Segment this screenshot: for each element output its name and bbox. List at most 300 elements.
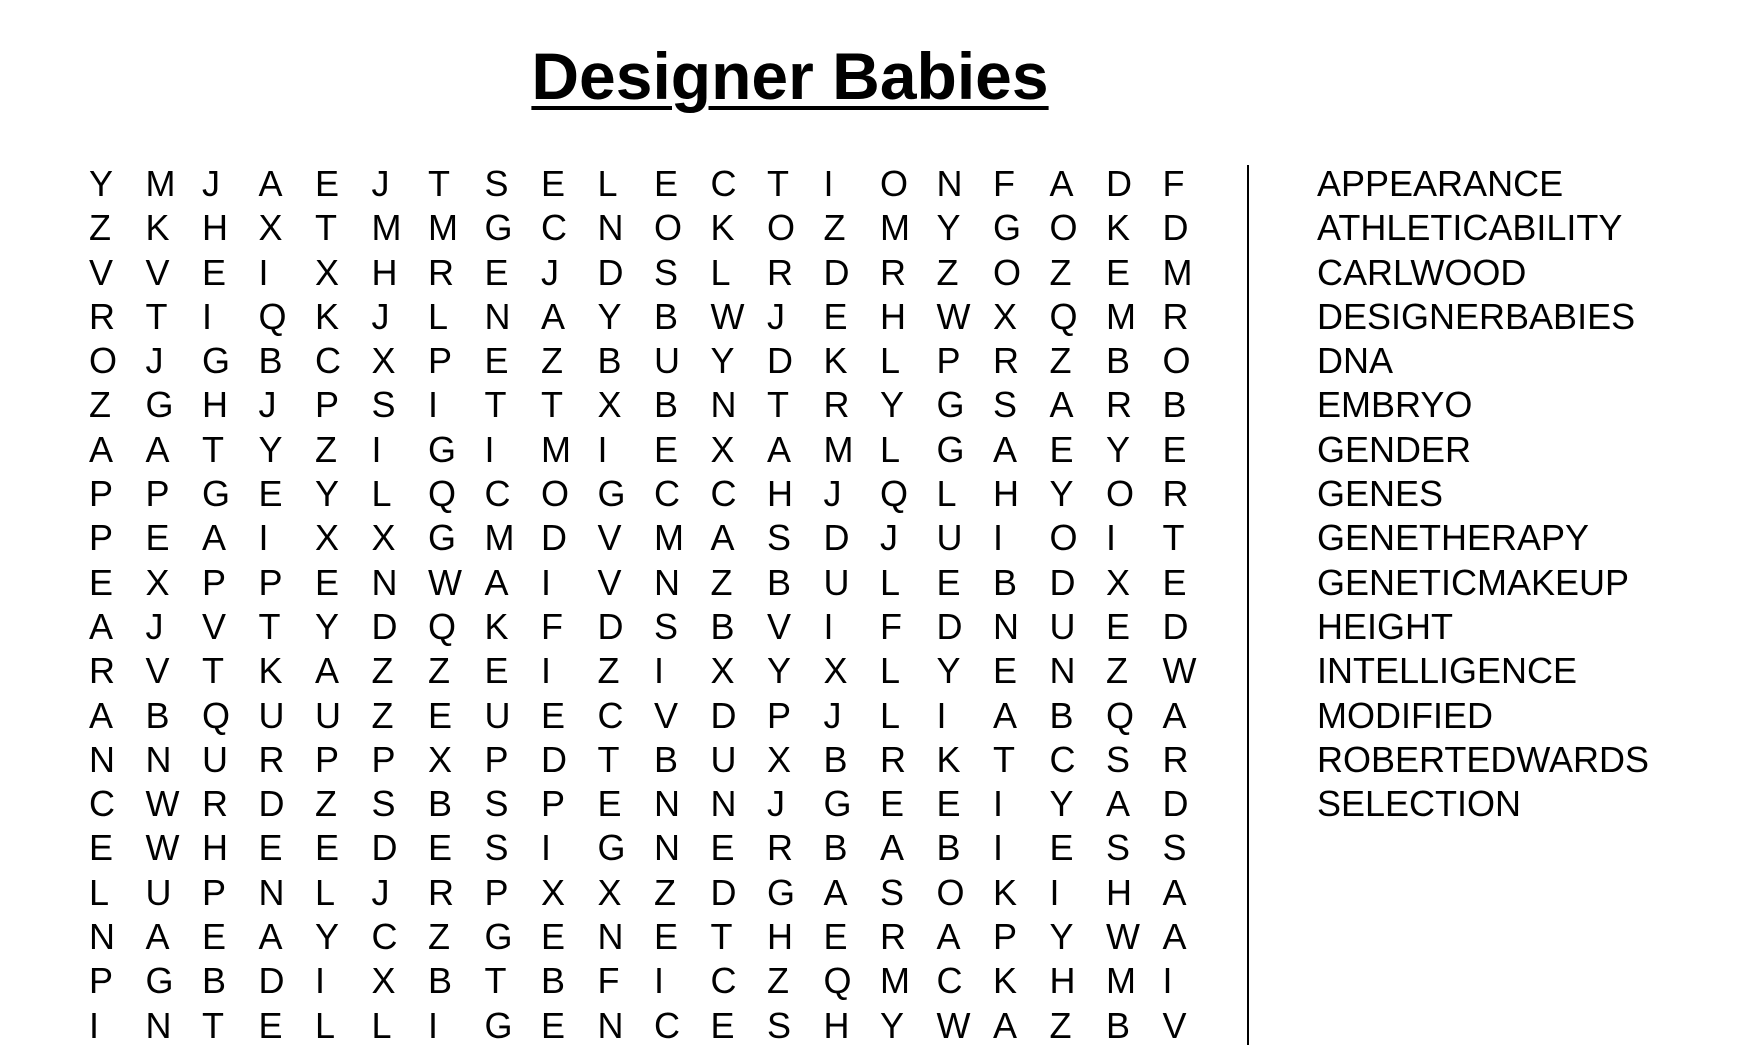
grid-letter: A: [484, 561, 509, 603]
grid-letter: A: [258, 916, 283, 958]
grid-letter: N: [936, 163, 963, 204]
grid-letter: T: [202, 428, 224, 470]
grid-letter: K: [823, 340, 848, 382]
grid-letter: U: [315, 694, 341, 736]
grid-letter: X: [371, 340, 396, 382]
grid-letter: Y: [880, 384, 905, 426]
grid-letter: L: [428, 295, 449, 337]
grid-letter: L: [880, 650, 901, 692]
grid-letter: H: [880, 295, 906, 337]
grid-letter: D: [767, 340, 793, 382]
grid-letter: D: [710, 871, 737, 913]
word-list-item: EMBRYO: [1317, 384, 1473, 426]
grid-row: [77, 162, 1207, 206]
grid-letter: I: [993, 783, 1004, 825]
grid-letter: W: [1162, 650, 1197, 692]
grid-letter: R: [428, 871, 454, 913]
grid-letter: F: [993, 163, 1015, 204]
grid-row: [77, 383, 1207, 427]
grid-letter: I: [371, 428, 382, 470]
grid-letter: G: [597, 827, 626, 869]
grid-letter: I: [428, 384, 439, 426]
grid-letter: G: [428, 517, 457, 559]
grid-letter: C: [936, 960, 963, 1002]
grid-letter: T: [1162, 517, 1185, 559]
grid-letter: V: [202, 605, 227, 647]
page-title: Designer Babies: [531, 39, 1049, 113]
word-list-item: INTELLIGENCE: [1317, 650, 1578, 692]
grid-letter: Y: [936, 650, 961, 692]
word-list-item: GENDER: [1317, 428, 1472, 470]
grid-letter: E: [654, 916, 679, 958]
grid-letter: R: [823, 384, 850, 426]
grid-letter: V: [145, 251, 170, 293]
grid-letter: M: [371, 207, 402, 249]
grid-letter: I: [993, 517, 1004, 559]
grid-letter: E: [258, 827, 283, 869]
grid-letter: X: [710, 428, 735, 470]
grid-letter: K: [710, 207, 735, 249]
grid-letter: H: [1049, 960, 1076, 1002]
grid-letter: X: [315, 517, 340, 559]
grid-letter: J: [371, 871, 390, 913]
grid-letter: I: [541, 650, 552, 692]
grid-letter: R: [428, 251, 454, 293]
grid-letter: A: [993, 694, 1018, 736]
grid-letter: H: [1106, 871, 1132, 913]
word-list-item: HEIGHT: [1317, 605, 1454, 647]
grid-letter: S: [654, 251, 679, 293]
grid-letter: H: [202, 827, 228, 869]
grid-letter: X: [371, 517, 396, 559]
grid-letter: N: [597, 916, 624, 958]
grid-letter: M: [1106, 960, 1136, 1002]
grid-letter: D: [541, 738, 567, 780]
grid-letter: B: [145, 694, 170, 736]
grid-letter: T: [428, 163, 450, 204]
word-list-item: ROBERTEDWARDS: [1317, 738, 1650, 780]
grid-letter: R: [880, 738, 906, 780]
grid-letter: X: [541, 871, 566, 913]
grid-letter: N: [89, 916, 115, 958]
grid-letter: T: [315, 207, 337, 249]
grid-letter: B: [993, 561, 1018, 603]
grid-letter: Z: [767, 960, 789, 1002]
grid-letter: I: [315, 960, 326, 1002]
grid-letter: N: [993, 605, 1019, 647]
grid-letter: T: [484, 960, 507, 1002]
grid-letter: B: [541, 960, 566, 1002]
grid-letter: O: [1106, 473, 1135, 515]
grid-letter: I: [541, 561, 552, 603]
grid-letter: Y: [936, 207, 961, 249]
grid-letter: O: [767, 207, 796, 249]
grid-letter: L: [880, 428, 901, 470]
grid-letter: R: [767, 251, 793, 293]
grid-letter: Z: [936, 251, 959, 293]
grid-letter: N: [597, 1004, 624, 1046]
grid-letter: D: [1106, 163, 1132, 204]
grid-letter: U: [1049, 605, 1076, 647]
grid-letter: Y: [1049, 916, 1074, 958]
grid-letter: R: [993, 340, 1019, 382]
grid-letter: G: [484, 1004, 513, 1046]
grid-letter: L: [936, 473, 957, 515]
grid-letter: L: [880, 561, 901, 603]
grid-letter: S: [1106, 738, 1131, 780]
grid-letter: I: [597, 428, 608, 470]
grid-letter: E: [1049, 827, 1074, 869]
grid-letter: K: [993, 960, 1018, 1002]
grid-letter: U: [823, 561, 850, 603]
grid-letter: R: [258, 738, 285, 780]
grid-letter: O: [1049, 517, 1078, 559]
grid-row: [77, 738, 1207, 782]
grid-row: [77, 915, 1207, 959]
grid-letter: J: [823, 694, 842, 736]
grid-letter: M: [484, 517, 515, 559]
grid-row: [77, 959, 1207, 1003]
grid-letter: A: [1162, 694, 1187, 736]
grid-letter: U: [202, 738, 228, 780]
grid-letter: F: [1162, 163, 1185, 204]
grid-letter: B: [654, 738, 679, 780]
grid-letter: Y: [89, 163, 114, 204]
grid-letter: Y: [315, 473, 340, 515]
grid-letter: L: [315, 1004, 336, 1046]
grid-letter: F: [597, 960, 620, 1002]
grid-letter: E: [710, 827, 735, 869]
grid-letter: G: [428, 428, 457, 470]
grid-letter: X: [258, 207, 283, 249]
grid-letter: E: [145, 517, 170, 559]
grid-letter: P: [202, 561, 227, 603]
grid-letter: Z: [823, 207, 846, 249]
grid-row: [77, 472, 1207, 516]
grid-letter: H: [202, 384, 228, 426]
grid-letter: E: [1106, 251, 1131, 293]
grid-letter: V: [654, 694, 679, 736]
grid-letter: E: [484, 650, 509, 692]
grid-letter: P: [315, 384, 340, 426]
grid-letter: E: [823, 295, 848, 337]
grid-letter: A: [89, 605, 114, 647]
grid-letter: P: [371, 738, 396, 780]
grid-row: [77, 871, 1207, 915]
grid-letter: R: [202, 783, 228, 825]
grid-letter: L: [880, 340, 901, 382]
grid-letter: L: [597, 163, 618, 204]
grid-letter: M: [428, 207, 458, 249]
grid-letter: J: [880, 517, 898, 559]
grid-letter: S: [1106, 827, 1131, 869]
grid-letter: P: [145, 473, 170, 515]
grid-letter: I: [541, 827, 552, 869]
grid-letter: T: [484, 384, 507, 426]
grid-letter: E: [936, 783, 961, 825]
grid-letter: Z: [710, 561, 733, 603]
grid-letter: E: [541, 1004, 566, 1046]
grid-letter: G: [202, 340, 231, 382]
grid-letter: W: [710, 295, 745, 337]
grid-letter: V: [597, 561, 622, 603]
grid-letter: D: [597, 605, 624, 647]
grid-letter: W: [936, 1004, 971, 1046]
grid-letter: Z: [315, 428, 337, 470]
grid-letter: B: [1162, 384, 1187, 426]
grid-letter: Z: [1049, 1004, 1072, 1046]
grid-letter: Y: [880, 1004, 905, 1046]
grid-letter: D: [823, 517, 850, 559]
grid-letter: W: [145, 783, 180, 825]
grid-letter: E: [654, 428, 679, 470]
grid-letter: Z: [371, 650, 394, 692]
grid-letter: Q: [258, 295, 287, 337]
grid-letter: K: [484, 605, 509, 647]
grid-letter: E: [89, 827, 114, 869]
grid-letter: C: [89, 783, 115, 825]
column-divider: [1247, 165, 1249, 1045]
grid-letter: B: [823, 827, 848, 869]
grid-letter: E: [823, 916, 848, 958]
grid-letter: M: [654, 517, 684, 559]
grid-letter: C: [710, 960, 737, 1002]
grid-letter: B: [710, 605, 735, 647]
grid-row: [77, 561, 1207, 605]
grid-letter: Z: [1049, 340, 1072, 382]
grid-letter: T: [258, 605, 281, 647]
grid-letter: E: [315, 827, 340, 869]
grid-letter: V: [1162, 1004, 1187, 1046]
grid-letter: B: [428, 960, 453, 1002]
grid-letter: I: [89, 1004, 100, 1046]
grid-letter: C: [710, 163, 737, 204]
grid-letter: P: [484, 738, 509, 780]
grid-letter: A: [145, 916, 170, 958]
grid-letter: R: [1162, 473, 1189, 515]
grid-letter: P: [767, 694, 792, 736]
grid-letter: O: [1162, 340, 1191, 382]
word-list-item: GENETICMAKEUP: [1317, 561, 1630, 603]
grid-letter: S: [654, 605, 679, 647]
grid-letter: Z: [371, 694, 394, 736]
word-list-item: SELECTION: [1317, 783, 1522, 825]
grid-letter: B: [823, 738, 848, 780]
grid-letter: D: [936, 605, 963, 647]
grid-row: [77, 206, 1207, 250]
grid-letter: D: [371, 827, 398, 869]
grid-letter: A: [1162, 916, 1187, 958]
grid-letter: E: [880, 783, 905, 825]
word-list-item: DESIGNERBABIES: [1317, 295, 1636, 337]
grid-letter: B: [202, 960, 227, 1002]
grid-letter: T: [541, 384, 563, 426]
grid-letter: I: [202, 295, 213, 337]
grid-letter: O: [654, 207, 683, 249]
grid-letter: X: [428, 738, 453, 780]
grid-letter: E: [315, 163, 340, 204]
grid-letter: S: [993, 384, 1018, 426]
grid-letter: D: [258, 783, 285, 825]
grid-letter: P: [89, 473, 114, 515]
grid-letter: C: [654, 1004, 680, 1046]
grid-letter: U: [484, 694, 511, 736]
grid-letter: W: [428, 561, 462, 603]
grid-letter: T: [145, 295, 168, 337]
grid-letter: P: [936, 340, 961, 382]
grid-row: [77, 295, 1207, 339]
grid-letter: B: [654, 295, 679, 337]
grid-row: [77, 826, 1207, 870]
letter-grid: [77, 162, 1207, 1048]
grid-letter: S: [1162, 827, 1187, 869]
grid-letter: X: [1106, 561, 1131, 603]
grid-row: [77, 1004, 1207, 1048]
grid-letter: K: [145, 207, 170, 249]
grid-letter: J: [145, 340, 164, 382]
grid-letter: E: [936, 561, 961, 603]
grid-letter: D: [1049, 561, 1076, 603]
grid-letter: O: [1049, 207, 1078, 249]
grid-row: [77, 251, 1207, 295]
grid-letter: T: [202, 650, 224, 692]
grid-letter: V: [767, 605, 792, 647]
word-list-item: GENETHERAPY: [1317, 517, 1590, 559]
grid-letter: P: [541, 783, 566, 825]
grid-letter: R: [880, 916, 906, 958]
grid-letter: D: [1162, 207, 1189, 249]
grid-letter: E: [541, 916, 566, 958]
grid-letter: G: [484, 916, 513, 958]
grid-letter: O: [993, 251, 1022, 293]
grid-letter: P: [202, 871, 227, 913]
grid-letter: B: [1049, 694, 1074, 736]
grid-row: [77, 649, 1207, 693]
grid-letter: E: [1162, 561, 1187, 603]
grid-letter: Y: [1049, 473, 1074, 515]
grid-letter: Z: [89, 207, 111, 249]
grid-letter: E: [428, 694, 453, 736]
grid-letter: N: [89, 738, 115, 780]
grid-letter: E: [89, 561, 114, 603]
grid-letter: K: [993, 871, 1018, 913]
grid-letter: E: [484, 340, 509, 382]
grid-letter: P: [89, 960, 114, 1002]
grid-letter: G: [202, 473, 231, 515]
grid-letter: A: [145, 428, 170, 470]
grid-letter: Y: [1106, 428, 1131, 470]
grid-letter: M: [1106, 295, 1136, 337]
grid-letter: Z: [541, 340, 563, 382]
grid-letter: X: [597, 384, 622, 426]
grid-letter: N: [484, 295, 511, 337]
grid-letter: S: [484, 783, 509, 825]
grid-letter: E: [258, 473, 283, 515]
grid-row: [77, 428, 1207, 472]
grid-letter: F: [541, 605, 563, 647]
grid-letter: Z: [428, 650, 450, 692]
grid-letter: H: [371, 251, 398, 293]
grid-letter: L: [371, 473, 392, 515]
grid-letter: N: [258, 871, 285, 913]
grid-letter: Y: [597, 295, 622, 337]
grid-letter: I: [484, 428, 495, 470]
grid-letter: K: [258, 650, 283, 692]
grid-letter: I: [1106, 517, 1117, 559]
grid-letter: Y: [1049, 783, 1074, 825]
grid-letter: Y: [258, 428, 283, 470]
grid-letter: E: [541, 163, 566, 204]
grid-letter: J: [371, 163, 390, 204]
grid-letter: J: [371, 295, 390, 337]
grid-letter: E: [1106, 605, 1131, 647]
grid-letter: Z: [315, 783, 337, 825]
grid-letter: J: [823, 473, 842, 515]
grid-letter: B: [258, 340, 283, 382]
grid-letter: U: [258, 694, 285, 736]
grid-letter: E: [541, 694, 566, 736]
grid-letter: A: [89, 428, 114, 470]
grid-row: [77, 782, 1207, 826]
grid-letter: J: [145, 605, 164, 647]
grid-row: [77, 605, 1207, 649]
grid-letter: N: [710, 783, 737, 825]
grid-letter: E: [654, 163, 679, 204]
grid-letter: N: [654, 561, 680, 603]
word-list-item: MODIFIED: [1317, 694, 1493, 736]
word-list-item: ATHLETICABILITY: [1317, 207, 1623, 249]
grid-letter: T: [767, 384, 789, 426]
grid-letter: M: [145, 163, 176, 204]
grid-letter: O: [936, 871, 965, 913]
grid-letter: H: [767, 916, 793, 958]
grid-letter: Z: [428, 916, 450, 958]
grid-letter: X: [767, 738, 792, 780]
grid-letter: V: [145, 650, 170, 692]
grid-letter: Y: [710, 340, 735, 382]
grid-letter: A: [541, 295, 566, 337]
grid-letter: C: [654, 473, 680, 515]
grid-letter: Q: [428, 473, 457, 515]
grid-letter: P: [993, 916, 1018, 958]
grid-letter: A: [880, 827, 905, 869]
grid-letter: H: [993, 473, 1019, 515]
grid-letter: G: [936, 428, 965, 470]
grid-letter: T: [597, 738, 620, 780]
grid-letter: E: [1049, 428, 1074, 470]
grid-letter: E: [202, 251, 227, 293]
word-list-item: GENES: [1317, 473, 1444, 515]
grid-letter: O: [541, 473, 570, 515]
grid-letter: G: [484, 207, 513, 249]
grid-letter: D: [1162, 783, 1189, 825]
grid-letter: W: [1106, 916, 1140, 958]
grid-letter: B: [1106, 340, 1131, 382]
grid-letter: S: [484, 827, 509, 869]
grid-letter: R: [1106, 384, 1132, 426]
grid-letter: R: [767, 827, 793, 869]
grid-letter: B: [654, 384, 679, 426]
grid-letter: C: [710, 473, 737, 515]
grid-letter: I: [258, 251, 269, 293]
grid-letter: E: [202, 916, 227, 958]
grid-letter: D: [1162, 605, 1189, 647]
grid-letter: E: [428, 827, 453, 869]
grid-letter: G: [145, 384, 174, 426]
grid-letter: P: [258, 561, 283, 603]
grid-letter: A: [767, 428, 792, 470]
grid-letter: B: [428, 783, 453, 825]
